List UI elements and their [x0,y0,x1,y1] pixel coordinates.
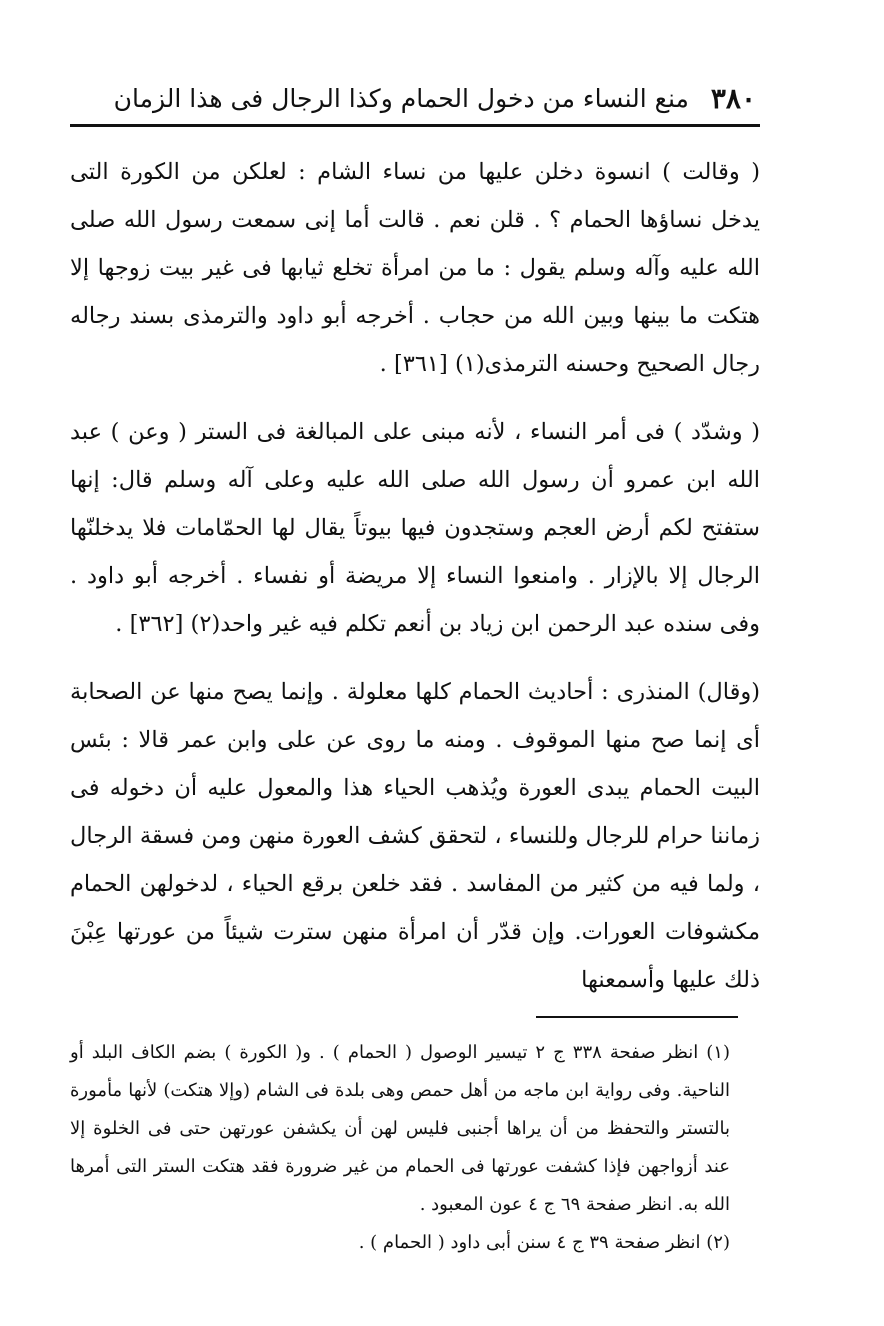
page-number: ٣٨٠ [710,81,756,115]
page-header [70,78,756,118]
running-title: منع النساء من دخول الحمام وكذا الرجال فى هذا الزمان [113,83,689,113]
footnotes [70,1034,730,1262]
paragraph: ( وشدّد ) فى أمر النساء ، لأنه مبنى على المبالغة فى الستر ( وعن ) عبد الله ابن عمرو أن رسول الله صلى الله عليه وعلى آله وسلم قال: إنها ستفتح لكم أرض العجم وستجدون فيها بيوتاً يقال لها الحمّامات فلا يدخلنّها الرجال إلا بالإزار . وامنعوا النساء إلا مريضة أو نفساء . أخرجه أبو داود . وفى سنده عبد الرحمن ابن زياد بن أنعم تكلم فيه غير واحد(٢) [٣٦٢] . [70,419,760,637]
footnote: (١) انظر صفحة ٣٣٨ ج ٢ تيسير الوصول ( الحمام ) . و( الكورة ) بضم الكاف البلد أو الناحية. وفى رواية ابن ماجه من أهل حمص وهى بلدة فى الشام (وإلا هتكت) لأنها مأمورة بالتستر والتحفظ من أن يراها أجنبى فليس لهن أن يكشفن عورتهن حتى فى الخلوة إلا عند أزواجهن فإذا كشفت عورتها فى الحمام من غير ضرورة فقد هتكت الستر التى أمرها الله به. انظر صفحة ٦٩ ج ٤ عون المعبود . [70,1042,730,1215]
paragraph: ( وقالت ) انسوة دخلن عليها من نساء الشام : لعلكن من الكورة التى يدخل نساؤها الحمام ؟ . قلن نعم . قالت أما إنى سمعت رسول الله صلى الله عليه وآله وسلم يقول : ما من امرأة تخلع ثيابها فى غير بيت زوجها إلا هتكت ما بينها وبين الله من حجاب . أخرجه أبو داود والترمذى بسند رجاله رجال الصحيح وحسنه الترمذى(١) [٣٦١] . [70,159,760,377]
footnote: (٢) انظر صفحة ٣٩ ج ٤ سنن أبى داود ( الحمام ) . [358,1232,730,1253]
paragraph: (وقال) المنذرى : أحاديث الحمام كلها معلولة . وإنما يصح منها عن الصحابة أى إنما صح منها الموقوف . ومنه ما روى عن على وابن عمر قالا : بئس البيت الحمام يبدى العورة ويُذهب الحياء هذا والمعول عليه أن دخوله فى زماننا حرام للرجال وللنساء ، لتحقق كشف العورة منهن ومن فسقة الرجال ، ولما فيه من كثير من المفاسد . فقد خلعن برقع الحياء ، لدخولهن الحمام مكشوفات العورات. وإن قدّر أن امرأة منهن سترت شيئاً من عورتها عِبْنَ ذلك عليها وأسمعنها [70,679,760,993]
main-text [70,148,760,1024]
footnote-separator [536,1016,738,1018]
header-rule [70,124,760,127]
